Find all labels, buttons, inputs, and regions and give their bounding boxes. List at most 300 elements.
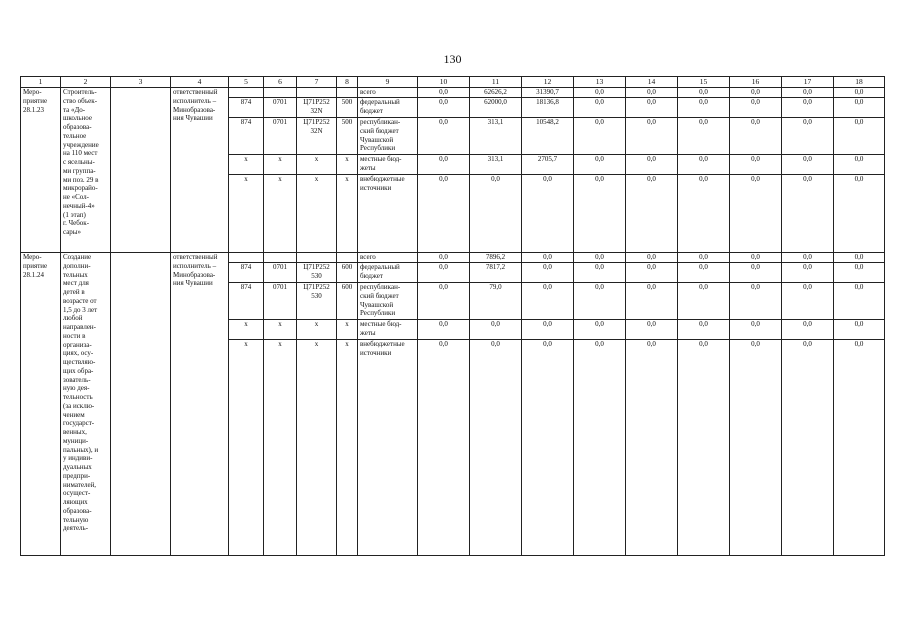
- amount-cell: [782, 263, 834, 283]
- amount-cell-text: 62000,0: [484, 98, 507, 106]
- amount-cell: [522, 118, 574, 155]
- amount-cell: [730, 98, 782, 118]
- section-code-text: 0701: [273, 283, 287, 291]
- grbs-code: [229, 88, 264, 98]
- amount-cell-text: 0,0: [439, 253, 448, 261]
- amount-cell: [730, 175, 782, 253]
- amount-cell-text: 0,0: [647, 175, 656, 183]
- amount-cell-text: 31390,7: [536, 88, 559, 96]
- amount-cell: [418, 263, 470, 283]
- amount-cell: [678, 118, 730, 155]
- activity-col3: [111, 253, 171, 556]
- expense-type-code: [337, 118, 358, 155]
- amount-cell: [834, 175, 885, 253]
- column-number: 3: [111, 77, 171, 88]
- activity-col3: [111, 88, 171, 253]
- amount-cell-text: 313,1: [487, 118, 504, 126]
- grbs-code-text: 874: [240, 263, 252, 271]
- amount-cell: [574, 340, 626, 556]
- amount-cell: [470, 88, 522, 98]
- activity-name-text: Строитель- ство объек- та «До- школьное образова- тельное учреждение на 110 мест с ясельны- ми группа- ми поз. 29 в микрорайо- не «Сол- нечный-4» (1 этап) г. Чебок- сары»: [63, 88, 99, 236]
- amount-cell-text: 7896,2: [485, 253, 506, 261]
- amount-cell: [574, 263, 626, 283]
- amount-cell-text: 0,0: [595, 118, 604, 126]
- amount-cell: [730, 320, 782, 340]
- target-item-code-text: x: [314, 340, 319, 348]
- funding-source-text: всего: [360, 88, 376, 96]
- amount-cell: [470, 155, 522, 175]
- amount-cell-text: 0,0: [803, 175, 812, 183]
- section-code: [264, 253, 297, 263]
- amount-cell-text: 0,0: [854, 340, 864, 348]
- amount-cell-text: 0,0: [647, 118, 656, 126]
- amount-cell: [782, 283, 834, 320]
- amount-cell: [626, 155, 678, 175]
- target-item-code: [297, 118, 337, 155]
- amount-cell-text: 0,0: [647, 320, 656, 328]
- target-item-code-text: Ц71Р252 32N: [303, 98, 330, 115]
- amount-cell-text: 0,0: [647, 98, 656, 106]
- activity-id: [21, 253, 61, 556]
- amount-cell: [470, 283, 522, 320]
- expense-type-code: [337, 283, 358, 320]
- amount-cell-text: 0,0: [699, 175, 708, 183]
- amount-cell: [522, 283, 574, 320]
- amount-cell-text: 0,0: [595, 320, 604, 328]
- amount-cell: [834, 155, 885, 175]
- amount-cell: [626, 175, 678, 253]
- amount-cell: [834, 263, 885, 283]
- amount-cell-text: 0,0: [647, 88, 656, 96]
- column-number-row: [21, 77, 885, 88]
- amount-cell-text: 0,0: [699, 283, 708, 291]
- amount-cell: [418, 98, 470, 118]
- funding-source-text: республикан- ский бюджет Чувашской Республики: [360, 283, 401, 318]
- section-code: [264, 283, 297, 320]
- expense-type-code-text: 600: [341, 283, 353, 291]
- amount-cell-text: 0,0: [803, 320, 812, 328]
- amount-cell: [626, 340, 678, 556]
- column-number: 6: [264, 77, 297, 88]
- amount-cell-text: 0,0: [543, 253, 552, 261]
- amount-cell-text: 0,0: [854, 253, 864, 261]
- amount-cell: [834, 283, 885, 320]
- amount-cell: [678, 253, 730, 263]
- amount-cell: [470, 340, 522, 556]
- grbs-code: [229, 155, 264, 175]
- funding-source: [358, 283, 418, 320]
- column-number: 8: [337, 77, 358, 88]
- amount-cell: [678, 88, 730, 98]
- amount-cell: [678, 263, 730, 283]
- grbs-code: [229, 175, 264, 253]
- amount-cell-text: 62626,2: [484, 88, 507, 96]
- expense-type-code: [337, 98, 358, 118]
- section-code: [264, 263, 297, 283]
- funding-source: [358, 253, 418, 263]
- amount-cell-text: 79,0: [489, 283, 502, 291]
- target-item-code: [297, 98, 337, 118]
- amount-cell-text: 0,0: [439, 263, 448, 271]
- amount-cell-text: 0,0: [647, 253, 656, 261]
- grbs-code: [229, 340, 264, 556]
- amount-cell: [730, 155, 782, 175]
- amount-cell: [782, 88, 834, 98]
- amount-cell: [730, 263, 782, 283]
- amount-cell-text: 0,0: [439, 118, 448, 126]
- amount-cell-text: 0,0: [595, 155, 604, 163]
- activity-name: [61, 253, 111, 556]
- amount-cell-text: 0,0: [647, 155, 656, 163]
- column-number: 7: [297, 77, 337, 88]
- amount-cell: [418, 118, 470, 155]
- funding-source-text: всего: [360, 253, 376, 261]
- section-code: [264, 175, 297, 253]
- section-code: [264, 320, 297, 340]
- amount-cell-text: 0,0: [751, 155, 760, 163]
- amount-cell-text: 0,0: [854, 118, 864, 126]
- amount-cell-text: 0,0: [491, 320, 500, 328]
- amount-cell: [418, 88, 470, 98]
- amount-cell: [418, 175, 470, 253]
- grbs-code-text: 874: [240, 283, 252, 291]
- amount-cell-text: 0,0: [439, 283, 448, 291]
- amount-cell-text: 0,0: [543, 263, 552, 271]
- grbs-code: [229, 253, 264, 263]
- column-number: 15: [678, 77, 730, 88]
- amount-cell-text: 0,0: [647, 263, 656, 271]
- target-item-code-text: x: [314, 155, 319, 163]
- activity-executor-text: ответственный исполнитель – Минобразова- ния Чувашии: [173, 88, 218, 123]
- amount-cell-text: 0,0: [543, 340, 552, 348]
- amount-cell: [678, 98, 730, 118]
- amount-cell: [470, 320, 522, 340]
- section-code-text: x: [278, 175, 282, 183]
- amount-cell-text: 0,0: [595, 253, 604, 261]
- amount-cell-text: 0,0: [699, 88, 708, 96]
- amount-cell: [626, 253, 678, 263]
- amount-cell: [418, 155, 470, 175]
- amount-cell: [522, 320, 574, 340]
- amount-cell-text: 0,0: [854, 283, 864, 291]
- amount-cell: [470, 253, 522, 263]
- amount-cell: [626, 98, 678, 118]
- funding-source-text: внебюджетные источники: [360, 175, 405, 192]
- grbs-code: [229, 263, 264, 283]
- expense-type-code: [337, 175, 358, 253]
- expense-type-code-text: x: [345, 175, 349, 183]
- amount-cell-text: 0,0: [699, 98, 708, 106]
- expense-type-code-text: 500: [341, 98, 353, 106]
- expense-type-code: [337, 340, 358, 556]
- amount-cell: [418, 320, 470, 340]
- amount-cell-text: 0,0: [751, 88, 760, 96]
- amount-cell: [574, 253, 626, 263]
- amount-cell-text: 0,0: [854, 175, 864, 183]
- funding-source-text: внебюджетные источники: [360, 340, 405, 357]
- amount-cell-text: 0,0: [751, 118, 760, 126]
- amount-cell: [730, 88, 782, 98]
- amount-cell: [574, 118, 626, 155]
- page-number: 130: [443, 52, 462, 66]
- amount-cell-text: 0,0: [699, 340, 708, 348]
- funding-source: [358, 263, 418, 283]
- amount-cell-text: 0,0: [647, 283, 656, 291]
- expense-type-code: [337, 253, 358, 263]
- amount-cell: [522, 98, 574, 118]
- target-item-code: [297, 88, 337, 98]
- amount-cell-text: 0,0: [439, 175, 448, 183]
- amount-cell: [470, 175, 522, 253]
- funding-source: [358, 88, 418, 98]
- amount-cell-text: 0,0: [751, 175, 760, 183]
- target-item-code: [297, 283, 337, 320]
- amount-cell: [678, 283, 730, 320]
- amount-cell-text: 0,0: [491, 340, 500, 348]
- amount-cell-text: 0,0: [751, 283, 760, 291]
- target-item-code-text: Ц71Р252 530: [303, 283, 330, 300]
- amount-cell-text: 0,0: [439, 88, 448, 96]
- activity-executor-text: ответственный исполнитель – Минобразова- ния Чувашии: [173, 253, 218, 288]
- amount-cell: [782, 98, 834, 118]
- amount-cell: [678, 340, 730, 556]
- amount-cell: [834, 98, 885, 118]
- section-code: [264, 155, 297, 175]
- amount-cell-text: 0,0: [803, 98, 812, 106]
- expense-type-code-text: x: [345, 155, 349, 163]
- amount-cell-text: 0,0: [803, 263, 812, 271]
- amount-cell-text: 0,0: [751, 340, 760, 348]
- funding-source: [358, 320, 418, 340]
- funding-source-text: федеральный бюджет: [360, 263, 400, 280]
- amount-cell-text: 0,0: [699, 263, 708, 271]
- amount-cell: [782, 118, 834, 155]
- section-code: [264, 340, 297, 556]
- amount-cell: [574, 155, 626, 175]
- section-code-text: 0701: [273, 263, 287, 271]
- funding-source-text: республикан- ский бюджет Чувашской Республики: [360, 118, 401, 153]
- activity-name: [61, 88, 111, 253]
- amount-cell-text: 0,0: [439, 98, 448, 106]
- column-number: 9: [358, 77, 418, 88]
- activity-executor: [171, 88, 229, 253]
- column-number: 10: [418, 77, 470, 88]
- amount-cell-text: 0,0: [803, 118, 812, 126]
- funding-source: [358, 340, 418, 556]
- amount-cell-text: 0,0: [699, 118, 708, 126]
- amount-cell: [782, 175, 834, 253]
- column-number: 2: [61, 77, 111, 88]
- amount-cell-text: 0,0: [439, 320, 448, 328]
- column-number: 12: [522, 77, 574, 88]
- amount-cell: [730, 283, 782, 320]
- column-number: 11: [470, 77, 522, 88]
- budget-table: [20, 76, 885, 556]
- column-number: 1: [21, 77, 61, 88]
- section-code-text: x: [278, 320, 282, 328]
- amount-cell-text: 0,0: [803, 340, 812, 348]
- section-code: [264, 98, 297, 118]
- amount-cell-text: 0,0: [595, 340, 604, 348]
- expense-type-code-text: x: [345, 320, 349, 328]
- target-item-code: [297, 155, 337, 175]
- column-number: 16: [730, 77, 782, 88]
- amount-cell-text: 0,0: [854, 98, 864, 106]
- grbs-code: [229, 98, 264, 118]
- amount-cell-text: 0,0: [803, 283, 812, 291]
- amount-cell: [834, 320, 885, 340]
- amount-cell-text: 0,0: [595, 283, 604, 291]
- amount-cell: [834, 253, 885, 263]
- amount-cell: [574, 98, 626, 118]
- funding-source-text: местные бюд- жеты: [360, 320, 402, 337]
- activity-id-text: Меро- приятие 28.1.24: [23, 253, 48, 279]
- target-item-code: [297, 175, 337, 253]
- column-number: 13: [574, 77, 626, 88]
- amount-cell: [574, 175, 626, 253]
- amount-cell-text: 0,0: [699, 320, 708, 328]
- funding-source: [358, 98, 418, 118]
- section-code: [264, 88, 297, 98]
- grbs-code: [229, 320, 264, 340]
- amount-cell: [522, 175, 574, 253]
- grbs-code: [229, 283, 264, 320]
- column-number: 18: [834, 77, 885, 88]
- amount-cell: [574, 283, 626, 320]
- grbs-code: [229, 118, 264, 155]
- expense-type-code: [337, 320, 358, 340]
- target-item-code: [297, 320, 337, 340]
- target-item-code: [297, 340, 337, 556]
- amount-cell: [418, 340, 470, 556]
- amount-cell-text: 2705,7: [537, 155, 558, 163]
- expense-type-code: [337, 263, 358, 283]
- expense-type-code: [337, 155, 358, 175]
- expense-type-code-text: 500: [341, 118, 353, 126]
- amount-cell-text: 0,0: [803, 253, 812, 261]
- target-item-code-text: Ц71Р252 32N: [303, 118, 330, 135]
- expense-type-code-text: x: [345, 340, 349, 348]
- activity-executor: [171, 253, 229, 556]
- amount-cell: [782, 155, 834, 175]
- amount-cell-text: 0,0: [491, 175, 500, 183]
- funding-source: [358, 118, 418, 155]
- amount-cell: [730, 118, 782, 155]
- activity-id-text: Меро- приятие 28.1.23: [23, 88, 48, 114]
- amount-cell-text: 0,0: [595, 175, 604, 183]
- amount-cell: [522, 253, 574, 263]
- target-item-code-text: x: [314, 175, 319, 183]
- expense-type-code: [337, 88, 358, 98]
- amount-cell: [574, 88, 626, 98]
- amount-cell-text: 0,0: [543, 175, 552, 183]
- amount-cell-text: 0,0: [803, 88, 812, 96]
- amount-cell-text: 0,0: [699, 253, 708, 261]
- amount-cell: [522, 88, 574, 98]
- amount-cell: [782, 340, 834, 556]
- grbs-code-text: x: [244, 320, 248, 328]
- funding-source: [358, 175, 418, 253]
- amount-cell: [522, 155, 574, 175]
- amount-cell-text: 0,0: [854, 263, 864, 271]
- grbs-code-text: 874: [240, 118, 252, 126]
- amount-cell-text: 0,0: [543, 320, 552, 328]
- amount-cell-text: 0,0: [647, 340, 656, 348]
- amount-cell-text: 0,0: [439, 340, 448, 348]
- amount-cell-text: 0,0: [751, 263, 760, 271]
- amount-cell: [730, 340, 782, 556]
- amount-cell: [470, 98, 522, 118]
- funding-source-text: местные бюд- жеты: [360, 155, 402, 172]
- amount-cell: [626, 320, 678, 340]
- target-item-code: [297, 263, 337, 283]
- amount-cell: [522, 340, 574, 556]
- amount-cell-text: 0,0: [595, 88, 604, 96]
- amount-cell-text: 0,0: [751, 98, 760, 106]
- amount-cell: [626, 88, 678, 98]
- grbs-code-text: x: [244, 155, 248, 163]
- amount-cell: [626, 283, 678, 320]
- section-code-text: x: [278, 155, 282, 163]
- amount-cell-text: 313,1: [487, 155, 504, 163]
- section-code-text: 0701: [273, 98, 287, 106]
- amount-cell: [626, 118, 678, 155]
- amount-cell-text: 0,0: [595, 263, 604, 271]
- amount-cell: [522, 263, 574, 283]
- column-number: 17: [782, 77, 834, 88]
- activity-id: [21, 88, 61, 253]
- amount-cell-text: 0,0: [699, 155, 708, 163]
- target-item-code: [297, 253, 337, 263]
- table-row: [21, 253, 885, 263]
- amount-cell-text: 7817,2: [485, 263, 506, 271]
- amount-cell: [418, 283, 470, 320]
- amount-cell: [834, 88, 885, 98]
- amount-cell: [834, 118, 885, 155]
- section-code-text: 0701: [273, 118, 287, 126]
- amount-cell-text: 0,0: [751, 253, 760, 261]
- expense-type-code-text: 600: [341, 263, 353, 271]
- column-number: 5: [229, 77, 264, 88]
- amount-cell: [678, 320, 730, 340]
- amount-cell-text: 0,0: [803, 155, 812, 163]
- amount-cell: [574, 320, 626, 340]
- amount-cell: [782, 253, 834, 263]
- amount-cell: [470, 263, 522, 283]
- amount-cell: [470, 118, 522, 155]
- amount-cell-text: 0,0: [595, 98, 604, 106]
- column-number: 4: [171, 77, 229, 88]
- amount-cell-text: 0,0: [751, 320, 760, 328]
- grbs-code-text: x: [244, 340, 248, 348]
- amount-cell: [730, 253, 782, 263]
- amount-cell: [418, 253, 470, 263]
- amount-cell: [626, 263, 678, 283]
- funding-source: [358, 155, 418, 175]
- target-item-code-text: Ц71Р252 530: [303, 263, 330, 280]
- amount-cell-text: 0,0: [854, 88, 864, 96]
- amount-cell-text: 0,0: [854, 320, 864, 328]
- funding-source-text: федеральный бюджет: [360, 98, 400, 115]
- amount-cell-text: 0,0: [543, 283, 552, 291]
- amount-cell-text: 10548,2: [536, 118, 559, 126]
- amount-cell: [834, 340, 885, 556]
- amount-cell-text: 0,0: [439, 155, 448, 163]
- table-row: [21, 88, 885, 98]
- activity-name-text: Создание дополни- тельных мест для детей в возрасте от 1,5 до 3 лет любой направлен- ности в организа- циях, осу- ществляю- щих обра- зователь- ную дея- тельность (за исклю- чением государст- венных, муници- пальных), и у индиви- дуальных предпри- нимателей, осущест- ляющих образова- тельную деятель-: [63, 253, 99, 533]
- grbs-code-text: 874: [240, 98, 252, 106]
- amount-cell: [782, 320, 834, 340]
